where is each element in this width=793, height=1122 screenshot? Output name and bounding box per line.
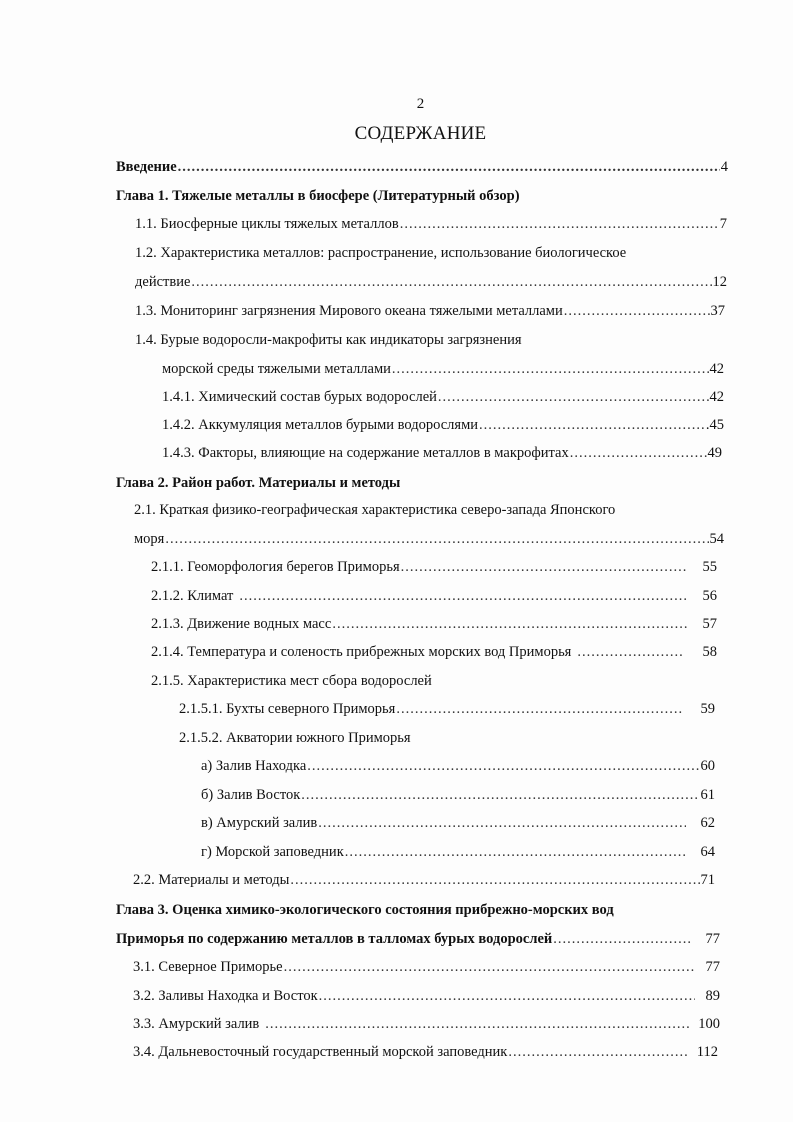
toc-entry-2-1-line1[interactable]: 2.1. Краткая физико-географическая характеристика северо-запада Японского	[134, 502, 616, 518]
dot-leader	[284, 958, 695, 976]
toc-entry-page: 60	[700, 758, 715, 774]
toc-entry-2-1-line2[interactable]	[134, 530, 724, 548]
toc-entry-label: 2.1.1. Геоморфология берегов Приморья	[151, 559, 400, 575]
toc-entry-page: 57	[702, 616, 717, 632]
toc-entry-label: 2.2. Материалы и методы	[133, 872, 290, 888]
toc-entry-2-1-3[interactable]	[151, 615, 717, 633]
dot-leader	[553, 930, 690, 948]
toc-entry-label: действие	[135, 274, 191, 290]
toc-entry-3-3[interactable]	[133, 1015, 720, 1033]
toc-entry-page: 71	[700, 872, 715, 888]
toc-entry-page: 77	[705, 959, 720, 975]
toc-entry-page: 112	[696, 1044, 718, 1060]
toc-entry-label: 3.2. Заливы Находка и Восток	[133, 988, 318, 1004]
toc-entry-2-1-2[interactable]	[151, 587, 717, 605]
toc-entry-label: 1.1. Биосферные циклы тяжелых металлов	[135, 216, 399, 232]
dot-leader	[178, 158, 720, 176]
toc-entry-1-4-3[interactable]	[162, 444, 722, 462]
toc-entry-page: 12	[712, 274, 727, 290]
toc-entry-label: 1.4.3. Факторы, влияющие на содержание металлов в макрофитах	[162, 445, 569, 461]
toc-entry-1-4-line1[interactable]: 1.4. Бурые водоросли-макрофиты как индикаторы загрязнения	[135, 332, 522, 348]
toc-entry-label: г) Морской заповедник	[201, 844, 344, 860]
toc-entry-page: 49	[707, 445, 722, 461]
toc-entry-page: 37	[710, 303, 725, 319]
dot-leader	[564, 302, 710, 320]
toc-entry-introduction[interactable]	[116, 158, 728, 176]
toc-entry-3-2[interactable]	[133, 987, 720, 1005]
toc-entry-label: моря	[134, 531, 165, 547]
toc-entry-label: 1.3. Мониторинг загрязнения Мирового океана тяжелыми металлами	[135, 303, 563, 319]
toc-entry-page: 59	[700, 701, 715, 717]
toc-entry-1-2-line1[interactable]: 1.2. Характеристика металлов: распространение, использование биологическое	[135, 245, 627, 261]
toc-entry-b[interactable]	[201, 786, 715, 804]
page-number: 2	[416, 96, 425, 112]
dot-leader	[239, 587, 687, 605]
dot-leader	[318, 814, 685, 832]
toc-entry-2-1-5-1[interactable]	[179, 700, 715, 718]
toc-chapter-3-line1[interactable]: Глава 3. Оценка химико-экологического состояния прибрежно-морских вод	[116, 902, 614, 918]
dot-leader	[290, 871, 699, 889]
dot-leader	[479, 416, 705, 434]
toc-entry-label: морской среды тяжелыми металлами	[162, 361, 391, 377]
toc-entry-label: в) Амурский залив	[201, 815, 318, 831]
dot-leader	[392, 360, 709, 378]
dot-leader	[400, 215, 719, 233]
toc-entry-a[interactable]	[201, 757, 715, 775]
dot-leader	[570, 444, 707, 462]
toc-entry-label: 3.4. Дальневосточный государственный морской заповедник	[133, 1044, 508, 1060]
toc-entry-page: 42	[709, 361, 724, 377]
toc-entry-page: 42	[709, 389, 724, 405]
toc-chapter-2[interactable]: Глава 2. Район работ. Материалы и методы	[116, 475, 401, 491]
toc-entry-2-1-5-2[interactable]: 2.1.5.2. Акватории южного Приморья	[179, 730, 411, 746]
toc-entry-page: 62	[700, 815, 715, 831]
toc-entry-2-1-4[interactable]	[151, 643, 717, 661]
toc-entry-label: 2.1.4. Температура и соленость прибрежных морских вод Приморья	[151, 644, 572, 660]
toc-entry-page: 56	[702, 588, 717, 604]
toc-entry-2-1-5[interactable]: 2.1.5. Характеристика мест сбора водорослей	[151, 673, 432, 689]
toc-entry-1-4-2[interactable]	[162, 416, 724, 434]
toc-entry-2-2[interactable]	[133, 871, 715, 889]
dot-leader	[332, 615, 687, 633]
toc-entry-page: 4	[720, 159, 728, 175]
toc-entry-v[interactable]	[201, 814, 715, 832]
toc-entry-2-1-1[interactable]	[151, 558, 717, 576]
toc-entry-3-4[interactable]	[133, 1043, 718, 1061]
dot-leader	[307, 757, 699, 775]
toc-entry-label: 2.1.2. Климат	[151, 588, 234, 604]
toc-entry-label: Приморья по содержанию металлов в талломах бурых водорослей	[116, 931, 553, 947]
toc-entry-page: 58	[702, 644, 717, 660]
dot-leader	[191, 273, 711, 291]
dot-leader	[301, 786, 699, 804]
toc-entry-1-2-line2[interactable]	[135, 273, 727, 291]
toc-entry-page: 54	[709, 531, 724, 547]
dot-leader	[577, 643, 681, 661]
toc-chapter-1[interactable]: Глава 1. Тяжелые металлы в биосфере (Литературный обзор)	[116, 188, 520, 204]
toc-entry-page: 77	[705, 931, 720, 947]
toc-entry-1-4-line2[interactable]	[162, 360, 724, 378]
toc-entry-label: 1.4.2. Аккумуляция металлов бурыми водорослями	[162, 417, 479, 433]
toc-entry-page: 100	[698, 1016, 720, 1032]
dot-leader	[401, 558, 688, 576]
toc-entry-page: 7	[719, 216, 727, 232]
dot-leader	[508, 1043, 687, 1061]
dot-leader	[319, 987, 695, 1005]
toc-chapter-3-line2[interactable]	[116, 930, 720, 948]
toc-entry-label: 2.1.3. Движение водных масс	[151, 616, 332, 632]
dot-leader	[438, 388, 709, 406]
toc-entry-page: 64	[700, 844, 715, 860]
toc-title: СОДЕРЖАНИЕ	[354, 123, 487, 144]
toc-entry-label: Введение	[116, 159, 177, 175]
toc-entry-1-3[interactable]	[135, 302, 725, 320]
toc-entry-label: 3.1. Северное Приморье	[133, 959, 283, 975]
dot-leader	[396, 700, 681, 718]
toc-entry-g[interactable]	[201, 843, 715, 861]
dot-leader	[165, 530, 708, 548]
toc-entry-label: 2.1.5.1. Бухты северного Приморья	[179, 701, 396, 717]
toc-entry-label: б) Залив Восток	[201, 787, 301, 803]
toc-entry-label: 1.4.1. Химический состав бурых водорослей	[162, 389, 437, 405]
toc-entry-1-4-1[interactable]	[162, 388, 724, 406]
toc-entry-3-1[interactable]	[133, 958, 720, 976]
toc-entry-page: 61	[700, 787, 715, 803]
toc-entry-label: 3.3. Амурский залив	[133, 1016, 260, 1032]
toc-entry-page: .45	[705, 417, 724, 433]
toc-entry-page: 55	[702, 559, 717, 575]
dot-leader	[345, 843, 686, 861]
dot-leader	[265, 1015, 691, 1033]
toc-entry-page: 89	[705, 988, 720, 1004]
toc-entry-1-1[interactable]	[135, 215, 727, 233]
toc-entry-label: а) Залив Находка	[201, 758, 307, 774]
